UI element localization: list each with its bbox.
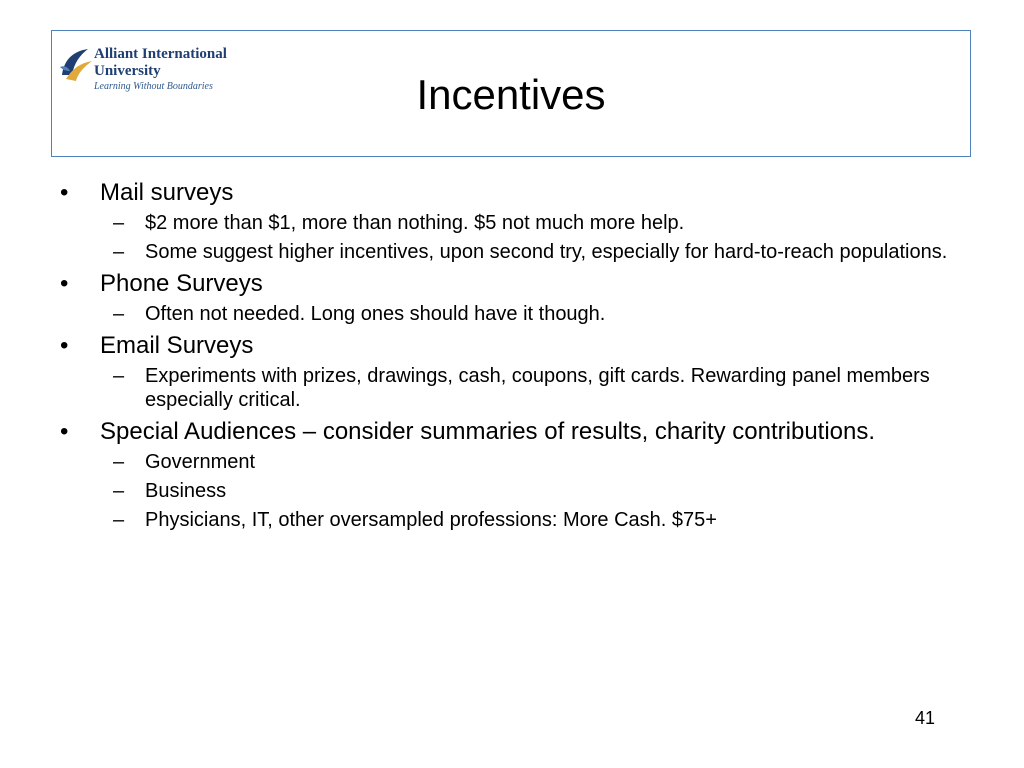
logo-name-line1: Alliant International (94, 46, 227, 62)
bullet-marker: • (60, 270, 69, 297)
sub-bullet-item (60, 508, 970, 532)
slide-number: 41 (914, 708, 935, 728)
bullet-text: Phone Surveys (100, 270, 263, 297)
bullet-marker: • (60, 332, 69, 359)
sub-bullet-item (60, 240, 970, 264)
bullet-text: Email Surveys (100, 332, 254, 359)
bullet-marker: • (60, 179, 69, 206)
title-header (51, 30, 971, 157)
logo-tagline: Learning Without Boundaries (94, 81, 213, 92)
sub-bullet-text: Government (145, 451, 256, 473)
sub-bullet-item (60, 364, 970, 412)
sub-bullet-text: Often not needed. Long ones should have it though. (145, 303, 606, 325)
bullet-item (60, 419, 970, 445)
logo-name-line2: University (94, 63, 161, 79)
sub-bullet-marker: – (113, 480, 125, 502)
bullet-item (60, 180, 970, 206)
sub-bullet-text: Experiments with prizes, drawings, cash, coupons, gift cards. Rewarding panel members especially critical. (145, 365, 930, 411)
sub-bullet-item (60, 302, 970, 326)
sub-bullet-item (60, 479, 970, 503)
sub-bullet-marker: – (113, 303, 125, 325)
slide-title: Incentives (416, 71, 606, 118)
sub-bullet-marker: – (113, 451, 125, 473)
sub-bullet-text: Business (145, 480, 227, 502)
sub-bullet-marker: – (113, 365, 125, 387)
sub-bullet-text: Some suggest higher incentives, upon second try, especially for hard-to-reach populations. (145, 241, 948, 263)
sub-bullet-marker: – (113, 241, 125, 263)
sub-bullet-marker: – (113, 212, 125, 234)
bullet-text: Special Audiences – consider summaries of results, charity contributions. (100, 418, 876, 445)
slide-content (60, 180, 970, 532)
bullet-item (60, 333, 970, 359)
sub-bullet-item (60, 211, 970, 235)
bullet-marker: • (60, 418, 69, 445)
sub-bullet-text: Physicians, IT, other oversampled professions: More Cash. $75+ (145, 509, 717, 531)
bullet-text: Mail surveys (100, 179, 234, 206)
sub-bullet-item (60, 450, 970, 474)
sub-bullet-marker: – (113, 509, 125, 531)
sub-bullet-text: $2 more than $1, more than nothing. $5 not much more help. (145, 212, 685, 234)
bullet-item (60, 271, 970, 297)
